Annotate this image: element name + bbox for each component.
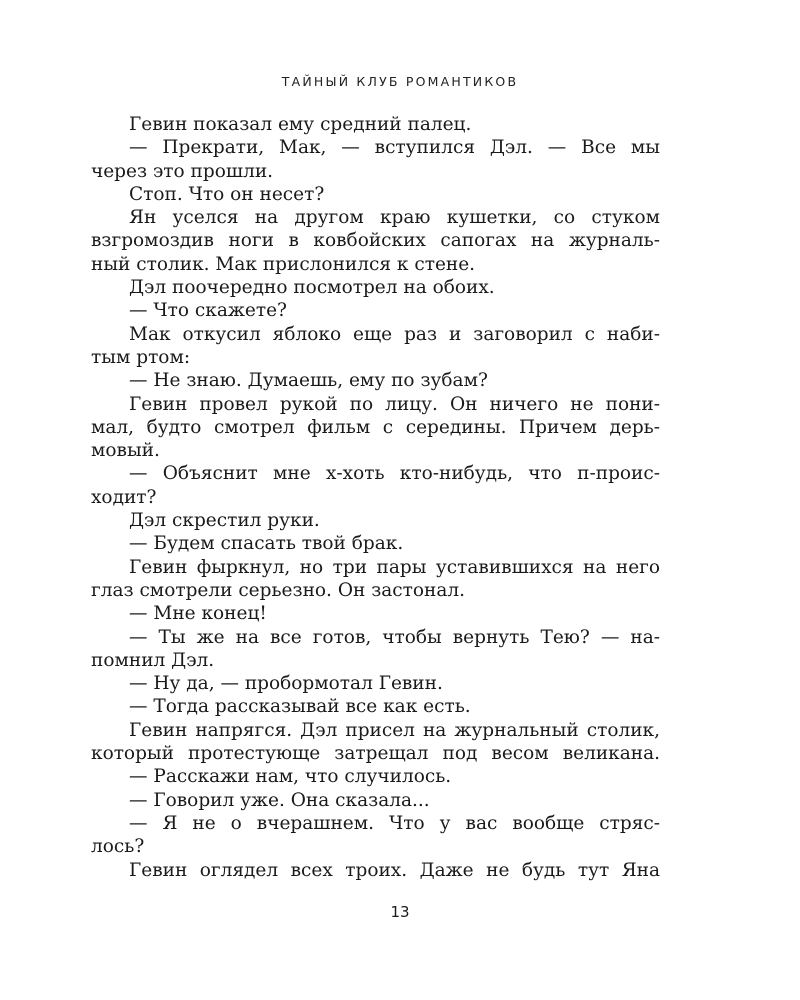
text-line: Дэл скрестил руки.: [129, 510, 320, 532]
text-line: мовый.: [91, 440, 160, 462]
text-line: — Будем спасать твой брак.: [129, 533, 404, 555]
text-line: — Мне конец!: [129, 603, 267, 625]
running-head: ТАЙНЫЙ КЛУБ РОМАНТИКОВ: [281, 74, 519, 89]
text-line: лось?: [91, 836, 145, 858]
text-line: Гевин показал ему средний палец.: [129, 114, 472, 135]
text-line: Гевин провел рукой по лицу. Он ничего не пони-: [129, 393, 660, 415]
page-number: 13: [390, 903, 410, 921]
text-line: взгромоздив ноги в ковбойских сапогах на журналь-: [91, 230, 660, 252]
text-line: Гевин фыркнул, но три пары уставившихся на него: [129, 556, 660, 578]
text-line: — Я не о вчерашнем. Что у вас вообще стряс-: [129, 812, 660, 834]
text-line: — Что скажете?: [129, 300, 287, 322]
text-line: ный столик. Мак прислонился к стене.: [91, 253, 476, 275]
text-line: — Тогда рассказывай все как есть.: [129, 696, 471, 718]
text-line: Дэл поочередно посмотрел на обоих.: [129, 277, 495, 299]
text-line: мал, будто смотрел фильм с середины. Причем дерь-: [91, 416, 660, 438]
text-line: — Ну да, — пробормотал Гевин.: [129, 673, 443, 695]
text-line: ходит?: [91, 486, 157, 508]
text-line: — Говорил уже. Она сказала...: [129, 789, 430, 811]
text-line: Стоп. Что он несет?: [129, 183, 325, 205]
text-line: тым ртом:: [91, 346, 191, 368]
text-line: — Прекрати, Мак, — вступился Дэл. — Все мы: [129, 137, 660, 159]
text-line: который протестующе затрещал под весом великана.: [91, 743, 660, 765]
text-line: помнил Дэл.: [91, 649, 215, 671]
text-line: глаз смотрели серьезно. Он застонал.: [91, 579, 466, 601]
text-line: — Не знаю. Думаешь, ему по зубам?: [129, 370, 488, 392]
text-line: Мак откусил яблоко еще раз и заговорил с наби-: [129, 323, 660, 345]
text-line: Ян уселся на другом краю кушетки, со стуком: [129, 207, 660, 229]
text-line: Гевин оглядел всех троих. Даже не будь тут Яна: [129, 859, 660, 881]
text-line: — Ты же на все готов, чтобы вернуть Тею? — на-: [129, 626, 660, 648]
text-line: Гевин напрягся. Дэл присел на журнальный столик,: [129, 719, 660, 741]
text-line: через это прошли.: [91, 160, 274, 182]
body-text: [91, 113, 660, 882]
text-line: — Объяснит мне х-хоть кто-нибудь, что п-проис-: [129, 463, 660, 485]
text-line: — Расскажи нам, что случилось.: [129, 766, 452, 788]
